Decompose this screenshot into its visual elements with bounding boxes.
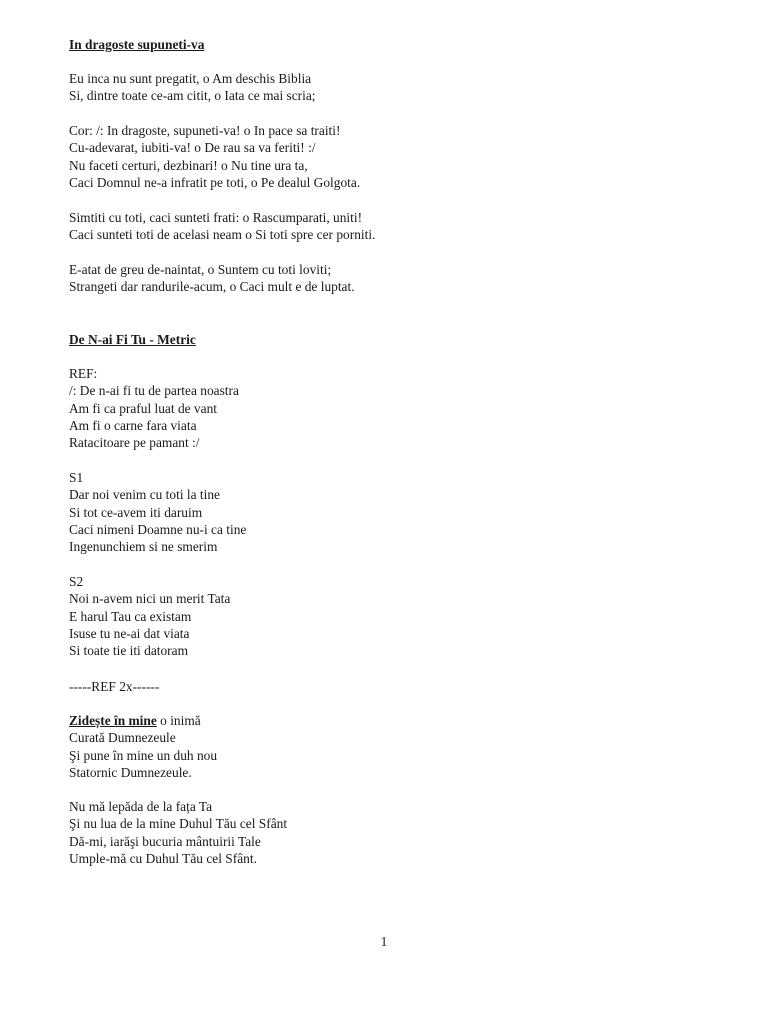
lyric-line: Cor: /: In dragoste, supuneti-va! o In pace sa traiti! — [69, 123, 341, 138]
lyric-line: Eu inca nu sunt pregatit, o Am deschis Biblia — [69, 71, 312, 86]
section-label: S1 — [69, 470, 84, 485]
lyric-line: Şi nu lua de la mine Duhul Tău cel Sfânt — [69, 816, 288, 832]
song-2-refrain-repeat — [69, 678, 709, 695]
lyric-line: Caci nimeni Doamne nu-i ca tine — [69, 521, 247, 537]
lyric-fragment: o inimă — [156, 713, 201, 728]
song-3 — [69, 712, 709, 781]
lyric-line: Isuse tu ne-ai dat viata — [69, 625, 190, 641]
song-1-stanza-3 — [69, 209, 709, 244]
song-2-verse-2 — [69, 573, 709, 659]
lyric-line: Si, dintre toate ce-am citit, o Iata ce mai scria; — [69, 88, 316, 104]
section-label: S2 — [69, 574, 84, 589]
lyric-line: Caci sunteti toti de acelasi neam o Si toti spre cer porniti. — [69, 227, 376, 243]
lyric-line: Am fi ca praful luat de vant — [69, 400, 217, 416]
song-1-stanza-1 — [69, 70, 709, 105]
song-2-title: De N-ai Fi Tu - Metric — [69, 332, 196, 347]
song-1-chorus — [69, 122, 709, 191]
section-label: REF: — [69, 366, 98, 381]
lyric-line: E harul Tau ca existam — [69, 608, 192, 624]
lyric-line: Si tot ce-avem iti daruim — [69, 504, 203, 520]
lyric-line: Nu mă lepăda de la fața Ta — [69, 799, 213, 814]
lyric-line: Ratacitoare pe pamant :/ — [69, 435, 200, 451]
lyric-line: Curată Dumnezeule — [69, 730, 176, 746]
lyric-line: Dar noi venim cu toti la tine — [69, 487, 220, 503]
lyric-line: /: De n-ai fi tu de partea noastra — [69, 383, 239, 399]
song-3-title: Zidește în mine — [69, 713, 157, 728]
lyric-line: Si toate tie iti datoram — [69, 643, 188, 659]
page-number: 1 — [380, 934, 388, 949]
lyric-line: Statornic Dumnezeule. — [69, 764, 192, 780]
song-2-verse-1 — [69, 469, 709, 555]
lyric-line: Dă-mi, iarăşi bucuria mântuirii Tale — [69, 833, 261, 849]
song-1 — [69, 36, 709, 53]
song-1-stanza-4 — [69, 261, 709, 296]
lyric-line: Şi pune în mine un duh nou — [69, 747, 218, 763]
refrain-repeat-marker: -----REF 2x------ — [69, 679, 160, 694]
lyric-line: E-atat de greu de-naintat, o Suntem cu toti loviti; — [69, 262, 332, 277]
song-2 — [69, 331, 709, 348]
lyric-line: Cu-adevarat, iubiti-va! o De rau sa va feriti! :/ — [69, 140, 316, 156]
lyric-line: Am fi o carne fara viata — [69, 417, 197, 433]
lyric-line: Caci Domnul ne-a infratit pe toti, o Pe dealul Golgota. — [69, 174, 361, 190]
lyric-line: Ingenunchiem si ne smerim — [69, 539, 218, 555]
song-2-refrain — [69, 365, 709, 451]
song-1-title: In dragoste supuneti-va — [69, 37, 205, 52]
lyric-line: Nu faceti certuri, dezbinari! o Nu tine ura ta, — [69, 157, 308, 173]
song-3-stanza-2 — [69, 798, 709, 867]
lyric-line: Simtiti cu toti, caci sunteti frati: o Rascumparati, uniti! — [69, 210, 363, 225]
song-3-first-line — [69, 712, 709, 729]
lyric-line: Umple-mă cu Duhul Tău cel Sfânt. — [69, 850, 257, 866]
lyric-line: Noi n-avem nici un merit Tata — [69, 591, 231, 607]
lyric-line: Strangeti dar randurile-acum, o Caci mult e de luptat. — [69, 279, 355, 295]
